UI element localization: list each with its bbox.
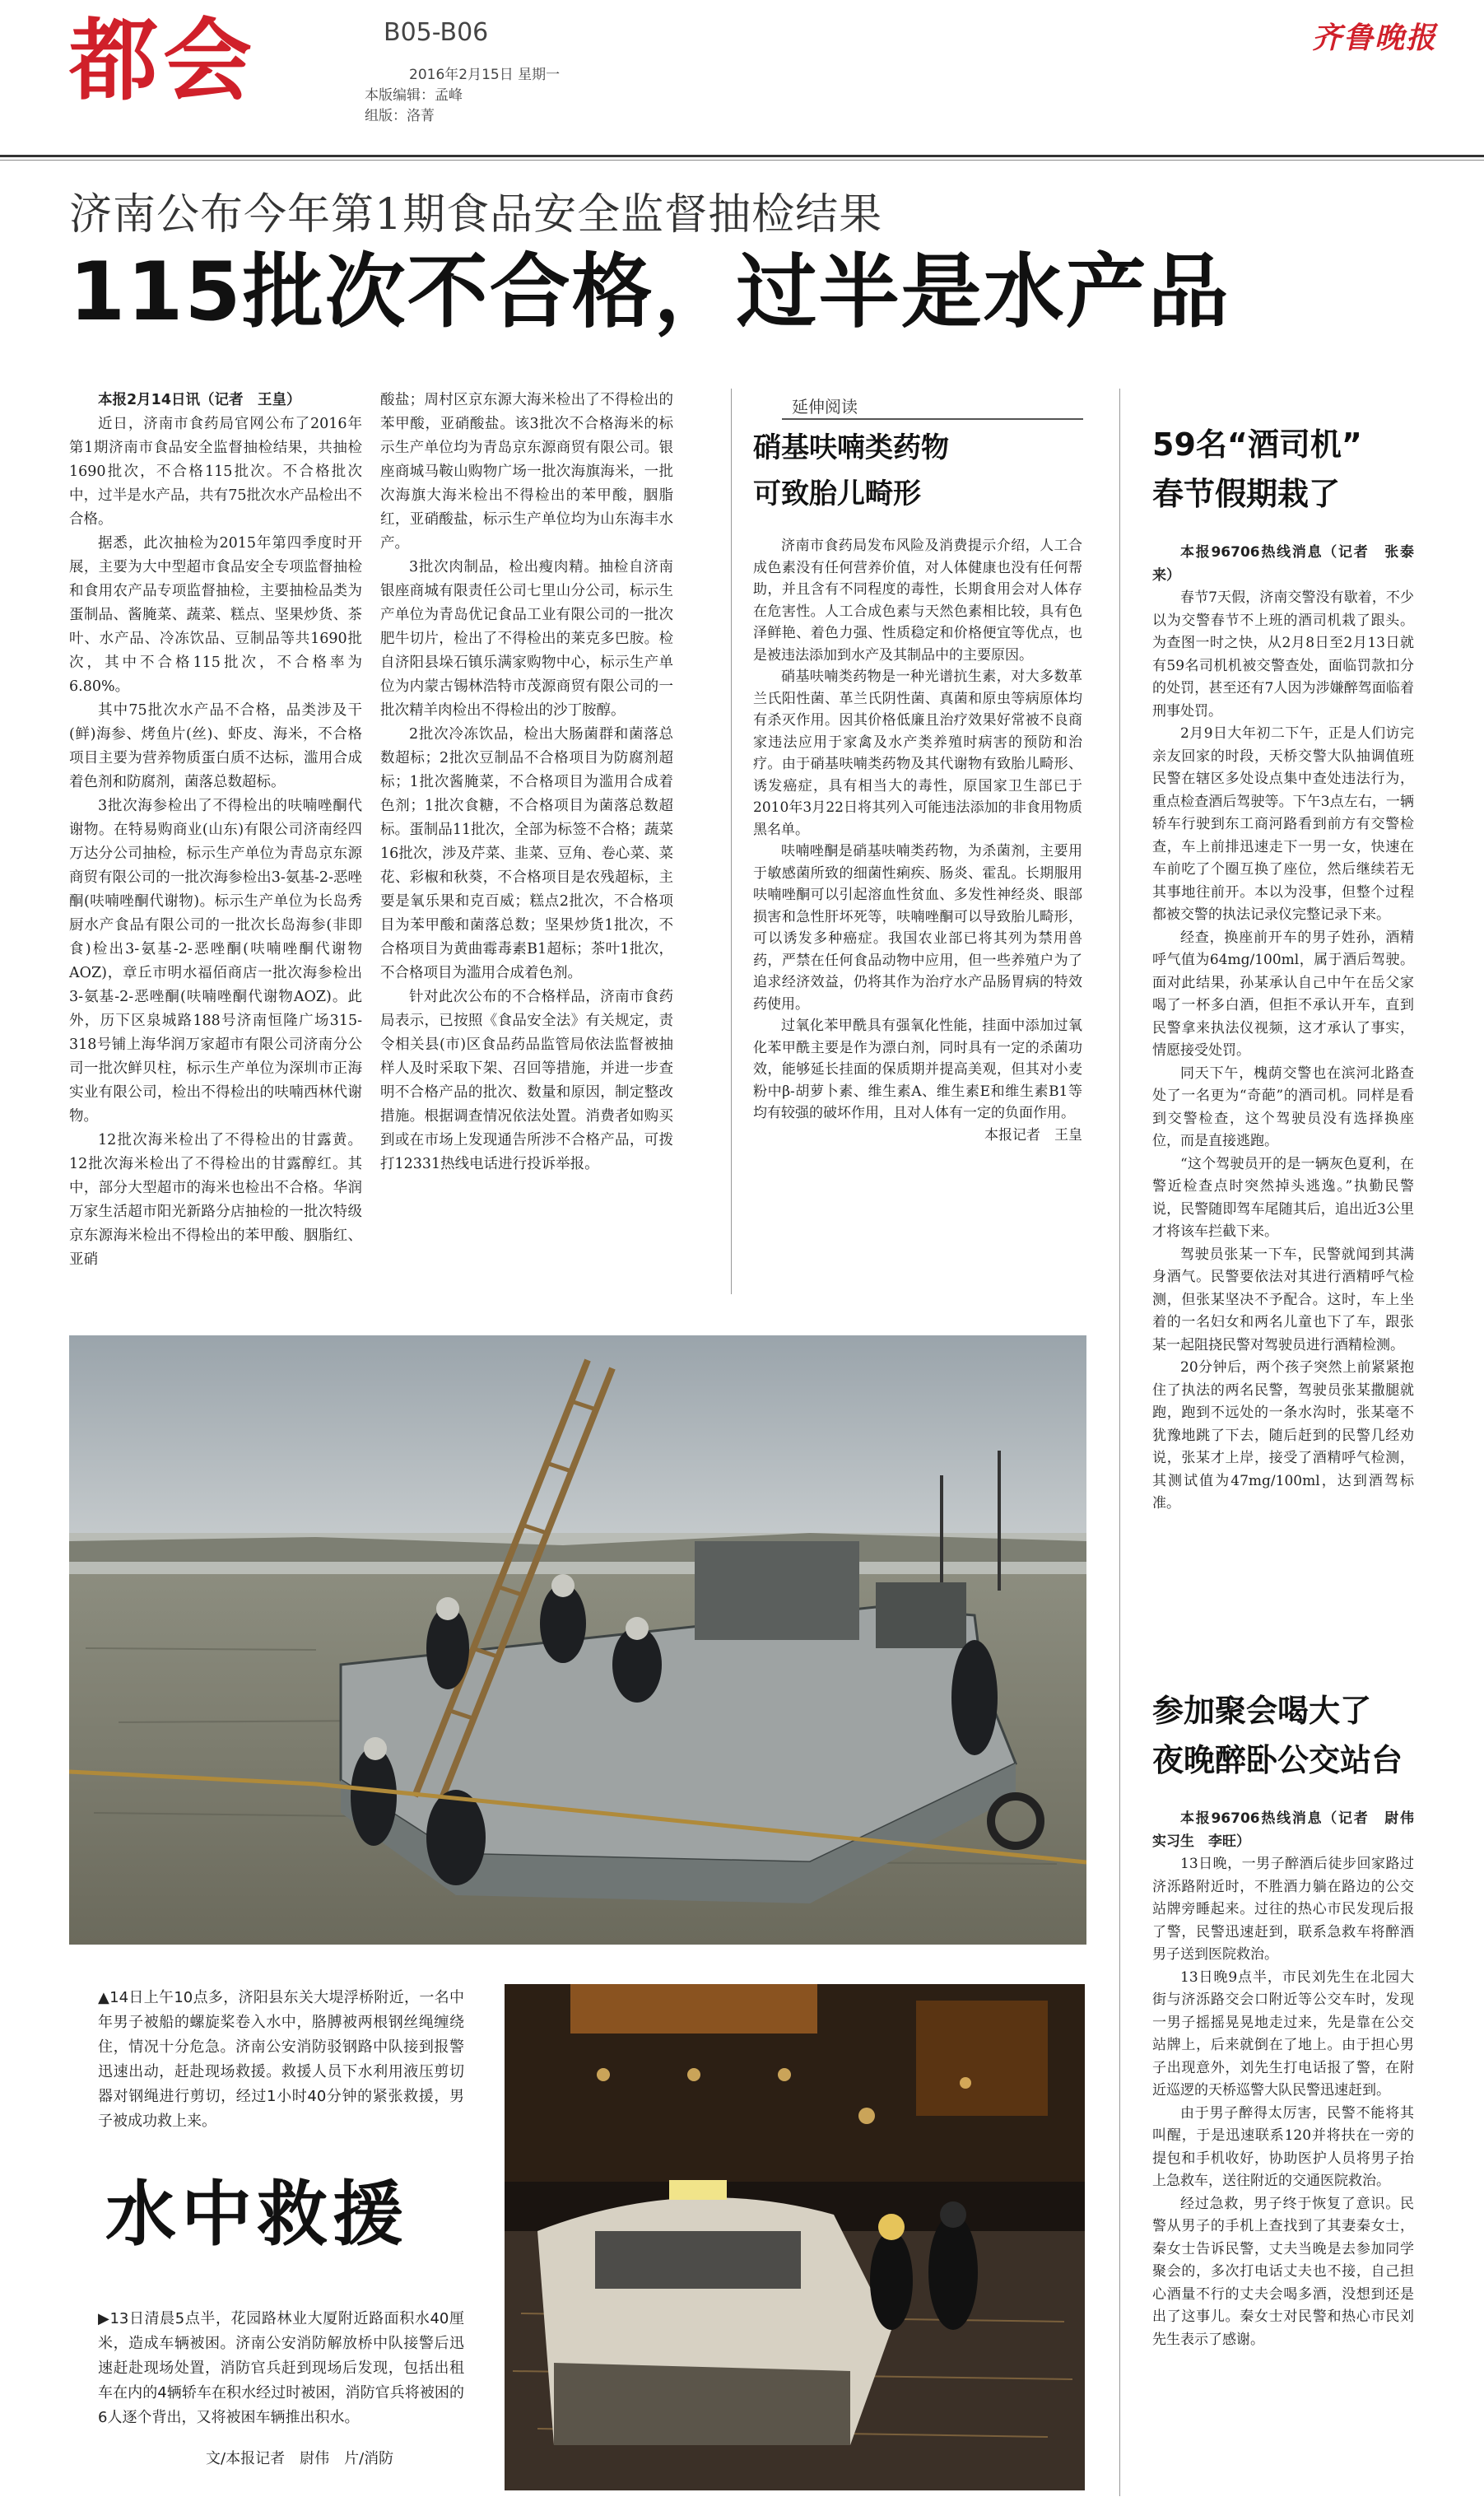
paragraph: 其中75批次水产品不合格，品类涉及干(鲜)海参、烤鱼片(丝)、虾皮、海米，不合格项目主要为营养物质蛋白质不达标，滥用合成着色剂和防腐剂，菌落总数超标。 [69,702,362,790]
paragraph: 经查，换座前开车的男子姓孙，酒精呼气值为64mg/100ml，属于酒后驾驶。面对此结果，孙某承认自己中午在岳父家喝了一杯多白酒，但拒不承认开车，直到民警拿来执法仪视频，这才承认了事实，情愿接受处罚。 [1152,929,1414,1059]
sidebar-title: 硝基呋喃类药物 可致胎儿畸形 [753,431,949,510]
paragraph: 2批次冷冻饮品，检出大肠菌群和菌落总数超标；2批次豆制品不合格项目为防腐剂超标；1批次酱腌菜，不合格项目为滥用合成着色剂；1批次食糖，不合格项目为菌落总数超标。蛋制品11批次，全部为标签不合格；蔬菜16批次，涉及芹菜、韭菜、豆角、卷心菜、菜花、彩椒和秋葵，不合格项目是农残超标，主要是氧乐果和克百威；糕点2批次，不合格项目为苯甲酸和菌落总数；坚果炒货1批次，不合格项目为黄曲霉毒素B1超标；茶叶1批次，不合格项目为滥用合成着色剂。 [380,726,673,981]
sidebar-tag: 延伸阅读 [792,397,858,417]
paragraph: 春节7天假，济南交警没有歇着，不少以为交警春节不上班的酒司机栽了跟头。为查图一时之快，从2月8日至2月13日就有59名司机机被交警查处，面临罚款扣分的处罚，甚至还有7人因为涉嫌醉驾面临着刑事处罚。 [1152,589,1414,720]
sidebar-tag-rule [782,418,1083,420]
flood-rescue-illustration [505,1984,1085,2490]
paper-logo: 齐鲁晚报 [1312,21,1438,55]
column-divider [1119,389,1120,2496]
paragraph: 硝基呋喃类药物是一种光谱抗生素，对大多数革兰氏阳性菌、革兰氏阴性菌、真菌和原虫等病原体均有杀灭作用。因其价格低廉且治疗效果好常被不良商家违法应用于家禽及水产类养殖时病害的预防和治疗。由于硝基呋喃类药物及其代谢物有致胎儿畸形、诱发癌症，具有相当大的毒性，原国家卫生部已于2010年3月22日将其列入可能违法添加的非食用物质黑名单。 [753,669,1082,838]
rescue-boat-photo [69,1335,1086,1945]
paragraph: 经过急救，男子终于恢复了意识。民警从男子的手机上查找到了其妻秦女士，秦女士告诉民警，丈夫当晚是去参加同学聚会的，多次打电话丈夫也不接，自己担心酒量不行的丈夫会喝多酒，没想到还是出了这事儿。秦女士对民警和热心市民刘先生表示了感谢。 [1152,2195,1414,2348]
paragraph: 酸盐；周村区京东源大海米检出了不得检出的苯甲酸，亚硝酸盐。该3批次不合格海米的标示生产单位均为青岛京东源商贸有限公司。银座商城马鞍山购物广场一批次海旗海米，一批次海旗大海米检出不得检出的苯甲酸，胭脂红，亚硝酸盐，标示生产单位均为山东海丰水产。 [380,392,673,552]
rescue-boat-illustration [69,1335,1086,1945]
main-article-col1 [69,389,362,1272]
paragraph: 同天下午，槐荫交警也在滨河北路查处了一名更为“奇葩”的酒司机。同样是看到交警检查，这个驾驶员没有选择换座位，而是直接逃跑。 [1152,1064,1414,1149]
paragraph: 13日晚9点半，市民刘先生在北园大街与济泺路交会口附近等公交车时，发现一男子摇摇晃晃地走过来，先是靠在公交站牌上，后来就倒在了地上。由于担心男子出现意外，刘先生打电话报了警，在附近巡逻的天桥巡警大队民警迅速赶到。 [1152,1968,1414,2099]
paragraph: 过氧化苯甲酰具有强氧化性能，挂面中添加过氧化苯甲酰主要是作为漂白剂，同时具有一定的杀菌功效，能够延长挂面的保质期并提高美观，但其对小麦粉中β-胡萝卜素、维生素A、维生素E和维生素B1等均有较强的破坏作用，且对人体有一定的负面作用。 [753,1018,1082,1121]
paragraph: 3批次肉制品，检出瘦肉精。抽检自济南银座商城有限责任公司七里山分公司，标示生产单位为青岛优记食品工业有限公司的一批次肥牛切片，检出了不得检出的莱克多巴胺。检自济阳县垛石镇乐满家购物中心，标示生产单位为内蒙古锡林浩特市茂源商贸有限公司的一批次精羊肉检出不得检出的沙丁胺醇。 [380,559,673,719]
feature-headline: 水中救援 [105,2173,408,2256]
paragraph: 13日晚，一男子醉酒后徒步回家路过济泺路附近时，不胜酒力躺在路边的公交站牌旁睡起来。过往的热心市民发现后报了警，民警迅速赶到，联系急救车将醉酒男子送到医院救治。 [1152,1856,1414,1963]
byline: 本报96706热线消息（记者 张泰来） [1152,544,1414,584]
photo-caption-2: ▶13日清晨5点半，花园路林业大厦附近路面积水40厘米，造成车辆被困。济南公安消防解放桥中队接警后迅速赶赴现场处置，消防官兵赶到现场后发现，包括出租车在内的4辆轿车在积水经过时被困，消防官兵将被困的6人逐个背出，又将被困车辆推出积水。 [98,2310,464,2426]
sidebar-body [753,535,1082,1146]
layout-line: 组版：洛菁 [365,108,435,124]
editor-line: 本版编辑：孟峰 [365,87,463,104]
photo-caption-1: ▲14日上午10点多，济阳县东关大堤浮桥附近，一名中年男子被船的螺旋桨卷入水中，胳膊被两根钢丝绳缠绕住，情况十分危急。济南公安消防驳钢路中队接到报警迅速出动，赶赴现场救援。救援人员下水利用液压剪切器对钢绳进行剪切，经过1小时40分钟的紧张救援，男子被成功救上来。 [98,1989,464,2130]
paragraph: 驾驶员张某一下车，民警就闻到其满身酒气。民警要依法对其进行酒精呼气检测，但张某坚决不予配合。这时，车上坐着的一名妇女和两名儿童也下了车，跟张某一起阻挠民警对驾驶员进行酒精检测。 [1152,1246,1414,1353]
paragraph: 近日，济南市食药局官网公布了2016年第1期济南市食品安全监督抽检结果，共抽检1690批次，不合格115批次。不合格批次中，过半是水产品，共有75批次水产品检出不合格。 [69,416,362,528]
flood-rescue-photo [505,1984,1085,2490]
paragraph: 20分钟后，两个孩子突然上前紧紧抱住了执法的两名民警，驾驶员张某撒腿就跑，跑到不远处的一条水沟时，张某毫不犹豫地跳了下去，随后赶到的民警几经劝说，张某才上岸，接受了酒精呼气检测，其测试值为47mg/100ml，达到酒驾标准。 [1152,1359,1414,1512]
masthead-rule-thin [0,160,1484,161]
kicker: 济南公布今年第1期食品安全监督抽检结果 [69,190,883,240]
masthead-rule [0,155,1484,157]
story-drunk-drivers-body [1152,542,1414,1516]
column-divider [731,389,732,1294]
paragraph: 由于男子醉得太厉害，民警不能将其叫醒，于是迅速联系120并将扶在一旁的提包和手机收好，协助医护人员将男子抬上急救车，送往附近的交通医院救治。 [1152,2104,1414,2189]
story-drunk-drivers-title: 59名“酒司机” 春节假期栽了 [1152,426,1362,512]
page-range: B05-B06 [384,18,489,47]
signoff: 本报记者 王皇 [984,1126,1082,1144]
story-bus-stop-body [1152,1808,1428,2351]
section-title: 都会 [69,10,258,113]
paragraph: 济南市食药局发布风险及消费提示介绍，人工合成色素没有任何营养价值，对人体健康也没有任何帮助，并且含有不同程度的毒性，长期食用会对人体存在危害性。人工合成色素与天然色素相比较，具有色泽鲜艳、着色力强、性质稳定和价格便宜等优点，也是被违法添加到水产及其制品中的主要原因。 [753,538,1082,664]
main-article-col2 [380,389,673,1176]
date-line: 2016年2月15日 星期一 [409,67,561,83]
paragraph: “这个驾驶员开的是一辆灰色夏利，在警近检查点时突然掉头逃逸。”执勤民警说，民警随即驾车尾随其后，追出近3公里才将该车拦截下来。 [1152,1155,1414,1240]
photo-credit: 文/本报记者 尉伟 片/消防 [206,2450,394,2467]
paragraph: 据悉，此次抽检为2015年第四季度时开展，主要为大中型超市食品安全专项监督抽检和食用农产品专项监督抽检，主要抽检品类为蛋制品、酱腌菜、蔬菜、糕点、坚果炒货、茶叶、水产品、冷冻饮品、豆制品等共1690批次，其中不合格115批次，不合格率为6.80%。 [69,535,362,695]
paragraph: 2月9日大年初二下午，正是人们访完亲友回家的时段，天桥交警大队抽调值班民警在辖区多处设点集中查处违法行为，重点检查酒后驾驶等。下午3点左右，一辆轿车行驶到东工商河路看到前方有交警检查，车上前排迅速走下一男一女，快速在车前吃了个圈互换了座位，然后继续若无其事地往前开。本以为没事，但整个过程都被交警的执法记录仪完整记录下来。 [1152,725,1414,923]
paragraph: 3批次海参检出了不得检出的呋喃唑酮代谢物。在特易购商业(山东)有限公司济南经四万达分公司抽检，标示生产单位为青岛京东源商贸有限公司的一批次海参检出3-氨基-2-恶唑酮(呋喃唑酮代谢物)。标示生产单位为长岛秀厨水产食品有限公司的一批次长岛海参(非即食)检出3-氨基-2-恶唑酮(呋喃唑酮代谢物AOZ)，章丘市明水福佰商店一批次海参检出3-氨基-2-恶唑酮(呋喃唑酮代谢物AOZ)。此外，历下区泉城路188号济南恒隆广场315-318号铺上海华润万家超市有限公司济南分公司一批次鲜贝柱，标示生产单位为深圳市正海实业有限公司，检出不得检出的呋喃西林代谢物。 [69,798,362,1125]
byline: 本报96706热线消息（记者 尉伟 实习生 李旺） [1152,1810,1428,1850]
paragraph: 针对此次公布的不合格样品，济南市食药局表示，已按照《食品安全法》有关规定，责令相关县(市)区食品药品监管局依法监督被抽样人及时采取下架、召回等措施，并进一步查明不合格产品的批次、数量和原因，制定整改措施。根据调查情况依法处置。消费者如购买到或在市场上发现通告所涉不合格产品，可拨打12331热线电话进行投诉举报。 [380,989,673,1172]
main-headline: 115批次不合格，过半是水产品 [69,245,1230,339]
story-bus-stop-title: 参加聚会喝大了 夜晚醉卧公交站台 [1152,1693,1403,1778]
paragraph: 12批次海米检出了不得检出的甘露黄。12批次海米检出了不得检出的甘露醇红。其中，部分大型超市的海米也检出不合格。华润万家生活超市阳光新路分店抽检的一批次特级京东源海米检出不得检出的苯甲酸、胭脂红、亚硝 [69,1132,362,1268]
paragraph: 呋喃唑酮是硝基呋喃类药物，为杀菌剂，主要用于敏感菌所致的细菌性痢疾、肠炎、霍乱。长期服用呋喃唑酮可以引起溶血性贫血、多发性神经炎、眼部损害和急性肝坏死等，呋喃唑酮可以导致胎儿畸形，可以诱发多种癌症。我国农业部已将其列为禁用兽药，严禁在任何食品动物中应用，但一些养殖户为了追求经济效益，仍将其作为治疗水产品肠胃病的特效药使用。 [753,843,1082,1013]
byline: 本报2月14日讯（记者 王皇） [98,392,301,408]
